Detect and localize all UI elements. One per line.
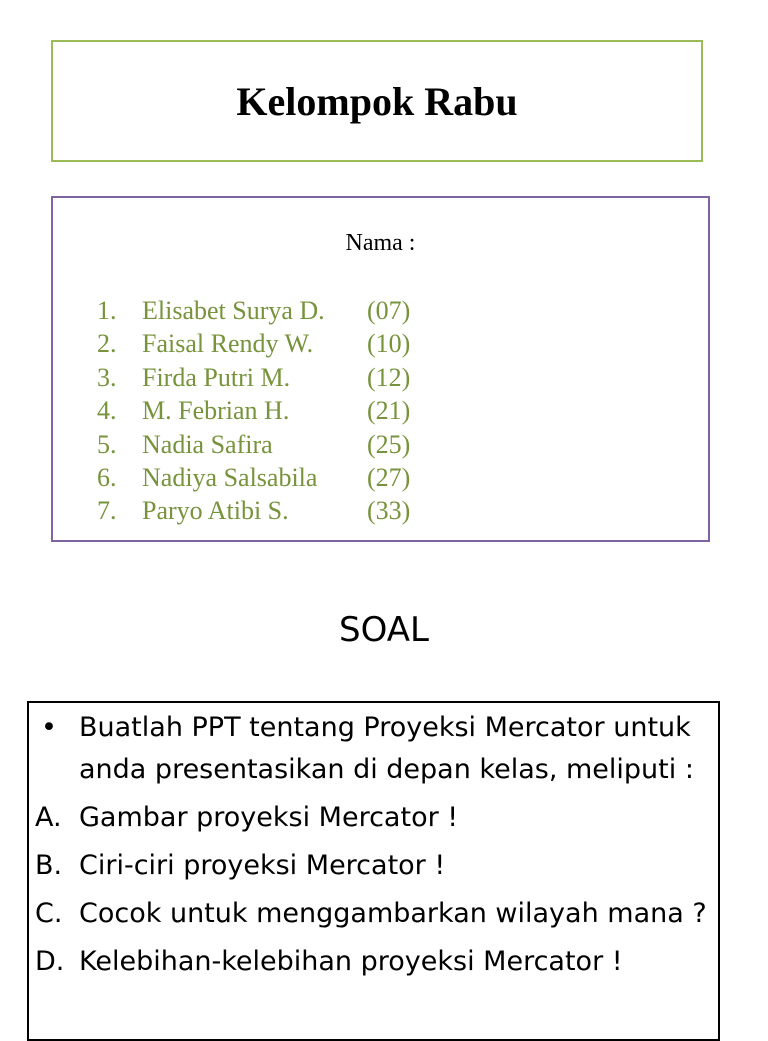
soal-box [27,701,720,1041]
names-label: Nama : [345,230,416,256]
member-number: 7. [97,496,117,526]
member-number: 5. [97,429,117,459]
member-item [97,461,410,494]
member-name: Nadiya Salsabila [142,463,318,493]
member-item [97,494,410,527]
soal-item [29,797,718,839]
soal-item-text: Cocok untuk menggambarkan wilayah mana ? [79,898,707,929]
member-number: 1. [97,296,117,325]
member-name: Elisabet Surya D. [142,296,325,325]
soal-item-marker: A. [35,802,62,833]
soal-item-marker: D. [35,946,65,977]
soal-item-text: Kelebihan-kelebihan proyeksi Mercator ! [79,946,623,977]
member-item [97,327,410,360]
member-number: 3. [97,362,117,392]
soal-item-marker: C. [35,898,63,929]
member-name: M. Febrian H. [142,396,290,426]
soal-intro-text: Buatlah PPT tentang Proyeksi Mercator untuk anda presentasikan di depan kelas, meliputi : [79,712,694,785]
member-item [97,394,410,427]
member-number: 4. [97,396,117,426]
member-name: Nadia Safira [142,429,273,459]
members-box [51,196,710,542]
title-box [51,40,703,162]
bullet-marker: • [41,712,57,743]
soal-heading: SOAL [339,610,429,650]
member-code: (33) [367,496,411,526]
member-code: (27) [367,463,411,493]
member-name: Firda Putri M. [142,362,291,392]
soal-item-text: Ciri-ciri proyeksi Mercator ! [79,850,446,881]
member-item [97,428,410,461]
soal-item-text: Gambar proyeksi Mercator ! [79,802,459,833]
member-code: (12) [367,362,411,392]
soal-item [29,941,718,983]
soal-intro [29,707,718,791]
member-number: 2. [97,329,117,359]
member-item [97,361,410,394]
members-list [97,294,410,528]
soal-item-marker: B. [35,850,63,881]
member-code: (21) [367,396,411,426]
member-code: (07) [367,296,411,325]
member-code: (10) [367,329,411,359]
slide-title: Kelompok Rabu [236,78,518,124]
member-code: (25) [367,429,411,459]
soal-item [29,893,718,935]
soal-item [29,845,718,887]
member-item [97,294,410,327]
member-name: Faisal Rendy W. [142,329,314,359]
member-number: 6. [97,463,117,493]
member-name: Paryo Atibi S. [142,496,289,526]
